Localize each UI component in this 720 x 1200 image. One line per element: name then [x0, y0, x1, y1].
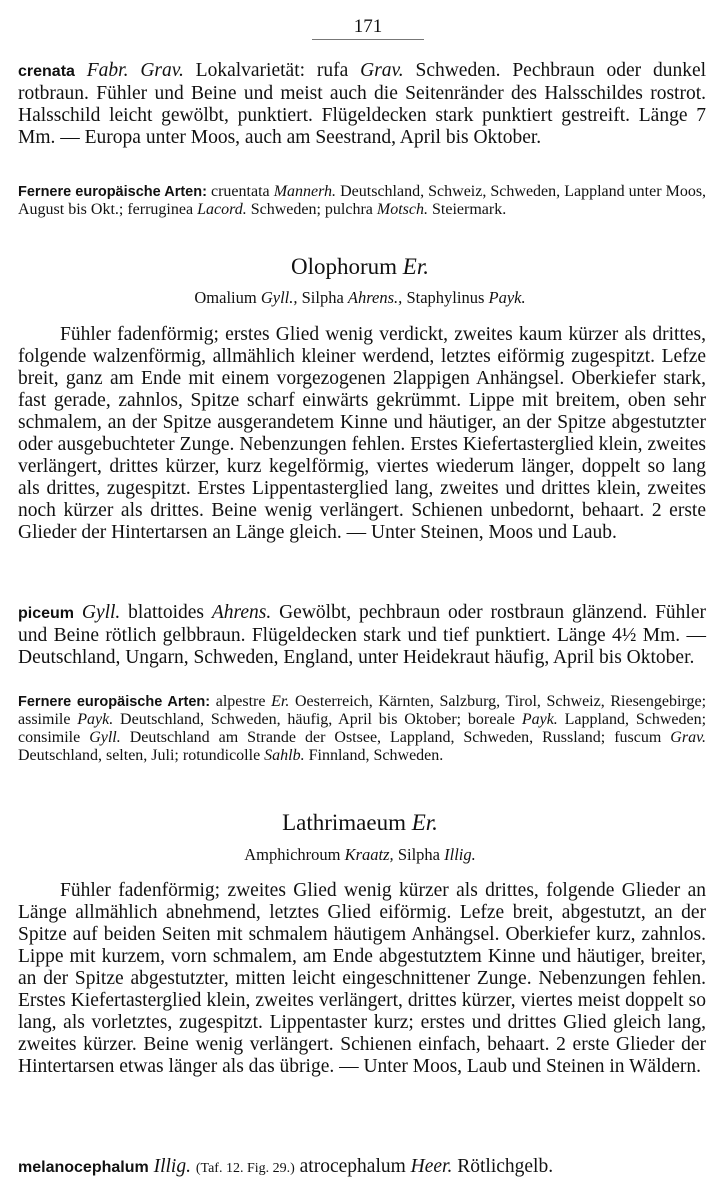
author-crenata-variety: Grav. [360, 60, 404, 81]
piceum-text-2: Gewölbt, pechbraun oder rostbraun glänzend. Fühler und Beine rötlich gelbbraun. Flügeldecken stark und tief punktiert. Länge 4½ Mm. — Deutschland, Ungarn, Schweden, England, unter Heidekraut häufig, April bis Oktober. [18, 602, 706, 668]
fernere2-author-4: Gyll. [89, 729, 121, 746]
genus-description-lathrimaeum: Fühler fadenförmig; zweites Glied wenig kürzer als drittes, folgende Glieder an Länge allmählich abnehmend, letztes Glied eiförmig. Lefze breit, abgestutzt, an der Spitze auf beiden Seiten mit schmalem häutigem Anhängsel. Oberkiefer kurz, zahnlos. Lippe mit kurzem, vorn schmalem, am Ende abgestutztem Kinne und häutiger, breiter, an der Spitze abgestutzter, mitten leicht eingeschnittener Zunge. Nebenzungen fehlen. Erstes Kiefertasterglied klein, zweites verlängert, drittes kürzer, viertes meist doppelt so lang, als vorletztes, zugespitzt. Lippentaster kurz; erstes und drittes Glied gleich lang, zweites kürzer. Beine wenig verlängert. Schienen einfach, behaart. 2 erste Glieder der Hintertarsen etwas länger als das übrige. — Unter Moos, Laub und Steinen in Wäldern. [18, 880, 706, 1077]
genus-name-lathrimaeum: Lathrimaeum [282, 810, 406, 835]
genus-name-olophorum: Olophorum [290, 254, 398, 279]
author-crenata: Fabr. Grav. [86, 60, 184, 81]
fernere2-text-2: Oesterreich, Kärnten, Salzburg, Tirol, Schweiz, Riesengebirge; assimile [18, 693, 707, 728]
fernere1-author-3: Motsch. [376, 201, 429, 218]
fernere2-author-6: Sahlb. [264, 747, 305, 764]
author-melanocephalum: Illig. [153, 1156, 191, 1177]
genus-heading-olophorum [0, 254, 720, 280]
crenata-text-2: Schweden. Pechbraun oder dunkel rotbraun. Fühler und Beine und meist auch die Seitenränder des Halsschildes rostrot. Halsschild leicht gewölbt, punktiert. Flügeldecken stark punktiert gestreift. Länge 7 Mm. — Europa unter Moos, auch am Seestrand, April bis Oktober. [18, 60, 707, 148]
synonym-2: Silpha [301, 288, 344, 307]
synonym-3: Staphylinus [406, 288, 485, 307]
fernere1-text-3: Schweden; pulchra [250, 201, 373, 218]
fernere2-text-3: Deutschland, Schweden, häufig, April bis Oktober; boreale [120, 711, 515, 728]
fernere2-text-7: Finnland, Schweden. [308, 747, 444, 764]
author-piceum: Gyll. [81, 602, 121, 623]
synonyms-olophorum [0, 288, 720, 308]
fernere2-author-3: Payk. [521, 711, 558, 728]
fernere2-text-1: alpestre [215, 693, 266, 710]
fernere2-author-2: Payk. [77, 711, 114, 728]
fernere-arten-olophorum [18, 693, 706, 765]
synonym-lathrimaeum-1: Amphichroum [244, 845, 341, 864]
fernere-arten-crenata [18, 183, 706, 219]
page-number-rule [312, 39, 424, 40]
melanocephalum-text-1: atrocephalum [299, 1156, 406, 1177]
plate-reference: (Taf. 12. Fig. 29.) [195, 1161, 295, 1176]
fernere2-author-5: Grav. [670, 729, 706, 746]
synonym-lathrimaeum-1-author: Kraatz, [344, 845, 394, 864]
species-name-crenata: crenata [18, 63, 75, 80]
piceum-paragraph [18, 602, 706, 669]
fernere1-text-2: Deutschland, Schweiz, Schweden, Lappland unter Moos, August bis Okt.; ferruginea [18, 183, 707, 218]
fernere1-author-1: Mannerh. [273, 183, 337, 200]
fernere-arten-label: Fernere europäische Arten: [18, 184, 207, 200]
fernere1-text-4: Steiermark. [432, 201, 507, 218]
fernere1-author-2: Lacord. [197, 201, 247, 218]
synonym-1-author: Gyll., [260, 288, 298, 307]
crenata-text-1: Lokalvarietät: rufa [195, 60, 349, 81]
melanocephalum-paragraph [18, 1156, 706, 1180]
synonym-3-author: Payk. [488, 288, 526, 307]
piceum-text-1: blattoides [128, 602, 204, 623]
fernere1-text-1: cruentata [211, 183, 270, 200]
author-melanocephalum-synonym: Heer. [410, 1156, 453, 1177]
genus-author-lathrimaeum: Er. [411, 810, 438, 835]
species-name-piceum: piceum [18, 605, 75, 622]
page-number: 171 [353, 16, 383, 37]
fernere2-text-5: Deutschland am Strande der Ostsee, Lappland, Schweden, Russland; fuscum [129, 729, 662, 746]
genus-author-olophorum: Er. [402, 254, 429, 279]
synonym-2-author: Ahrens., [347, 288, 403, 307]
author-piceum-synonym: Ahrens. [211, 602, 272, 623]
synonyms-lathrimaeum [0, 845, 720, 865]
fernere2-author-1: Er. [271, 693, 290, 710]
melanocephalum-text-2: Rötlichgelb. [457, 1156, 554, 1177]
genus-heading-lathrimaeum [0, 810, 720, 836]
fernere2-text-4: Lappland, Schweden; consimile [18, 711, 707, 746]
synonym-lathrimaeum-2: Silpha [397, 845, 440, 864]
fernere-arten-label-2: Fernere europäische Arten: [18, 694, 211, 710]
species-name-melanocephalum: melanocephalum [18, 1159, 149, 1176]
genus-description-olophorum: Fühler fadenförmig; erstes Glied wenig verdickt, zweites kaum kürzer als drittes, folgende walzenförmig, allmählich kleiner werdend, letztes eiförmig zugespitzt. Lefze breit, ganz am Ende mit einem vorgezogenen 2lappigen Anhängsel. Oberkiefer stark, fast gerade, zahnlos, Spitze scharf einwärts gekrümmt. Lippe mit breitem, oben sehr schmalem, an der Spitze ausgerandetem Kinne und häutiger, an der Spitze abgestutzter oder ausgebuchteter Zunge. Nebenzungen fehlen. Erstes Kiefertasterglied klein, zweites verlängert, drittes kürzer, kurz kegelförmig, viertes wiederum länger, doppelt so lang als drittes, zugespitzt. Erstes Lippentasterglied lang, zweites und drittes klein, zweites noch kürzer als drittes. Beine wenig verlängert. Schienen unbedornt, behaart. 2 erste Glieder der Hintertarsen an Länge gleich. — Unter Steinen, Moos und Laub. [18, 324, 706, 543]
synonym-lathrimaeum-2-author: Illig. [444, 845, 476, 864]
synonym-1: Omalium [194, 288, 257, 307]
crenata-paragraph [18, 60, 706, 149]
fernere2-text-6: Deutschland, selten, Juli; rotundicolle [18, 747, 261, 764]
